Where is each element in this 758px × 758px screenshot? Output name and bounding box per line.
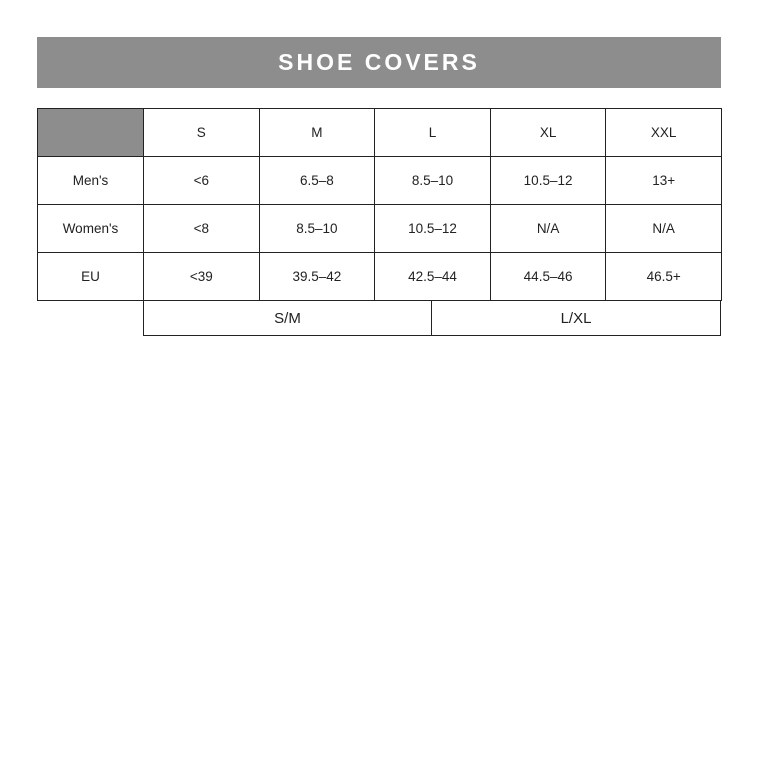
size-grouping-band — [143, 301, 721, 336]
row-label-mens: Men's — [38, 157, 144, 205]
column-header-xl: XL — [490, 109, 606, 157]
page-title: SHOE COVERS — [278, 49, 480, 75]
column-header-l: L — [375, 109, 491, 157]
cell-womens-l: 10.5–12 — [375, 205, 491, 253]
cell-mens-m: 6.5–8 — [259, 157, 375, 205]
table-row — [38, 253, 722, 301]
cell-eu-xxl: 46.5+ — [606, 253, 722, 301]
cell-eu-l: 42.5–44 — [375, 253, 491, 301]
size-chart-table — [37, 108, 722, 301]
table-corner-cell — [38, 109, 144, 157]
row-label-eu: EU — [38, 253, 144, 301]
column-header-xxl: XXL — [606, 109, 722, 157]
cell-eu-m: 39.5–42 — [259, 253, 375, 301]
grouping-sm: S/M — [143, 301, 432, 336]
column-header-m: M — [259, 109, 375, 157]
cell-mens-xl: 10.5–12 — [490, 157, 606, 205]
cell-eu-s: <39 — [144, 253, 260, 301]
cell-womens-m: 8.5–10 — [259, 205, 375, 253]
cell-mens-s: <6 — [144, 157, 260, 205]
cell-womens-xxl: N/A — [606, 205, 722, 253]
cell-mens-l: 8.5–10 — [375, 157, 491, 205]
size-chart-sheet — [37, 37, 721, 336]
table-row — [38, 157, 722, 205]
cell-mens-xxl: 13+ — [606, 157, 722, 205]
table-row — [38, 205, 722, 253]
cell-womens-s: <8 — [144, 205, 260, 253]
grouping-lxl: L/XL — [432, 301, 721, 336]
column-header-s: S — [144, 109, 260, 157]
table-header-row — [38, 109, 722, 157]
cell-eu-xl: 44.5–46 — [490, 253, 606, 301]
row-label-womens: Women's — [38, 205, 144, 253]
cell-womens-xl: N/A — [490, 205, 606, 253]
chart-title-banner — [37, 37, 721, 88]
